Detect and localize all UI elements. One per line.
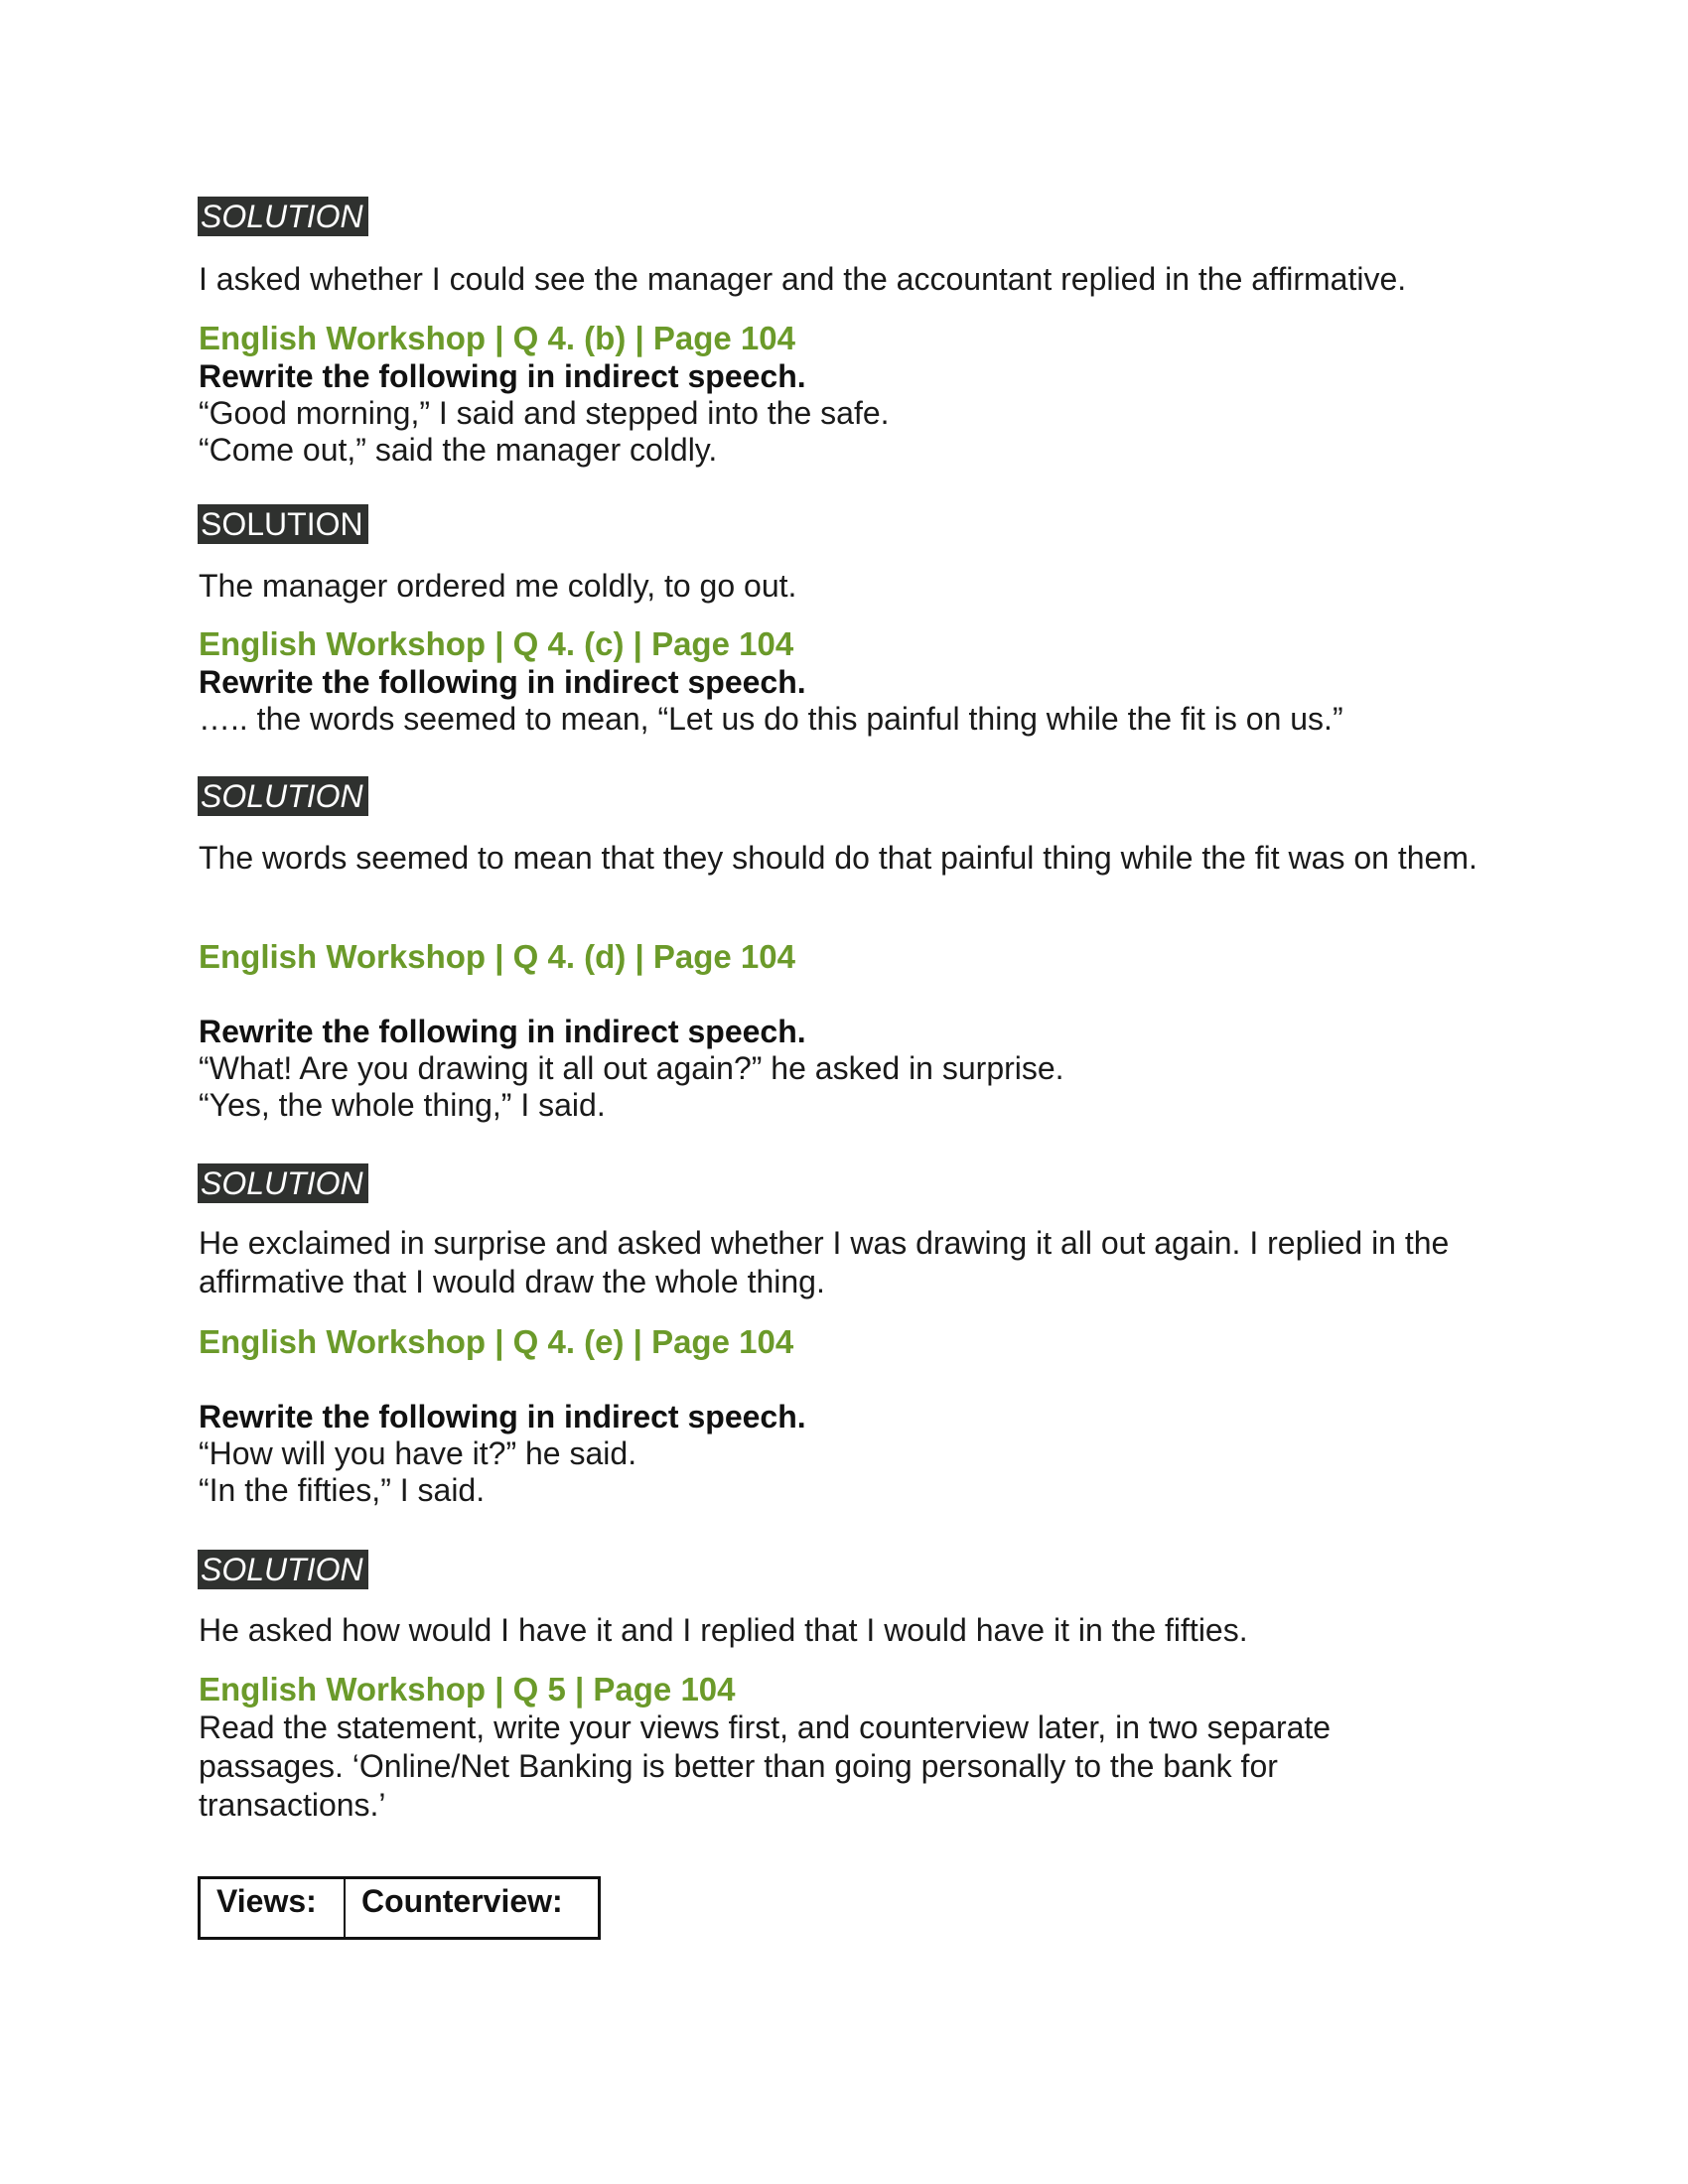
- solution-badge: SOLUTION: [198, 1163, 368, 1203]
- solution-answer: [199, 1611, 1489, 1650]
- question-line: “Come out,” said the manager coldly.: [199, 432, 718, 468]
- question-block-4e: [199, 1323, 1489, 1361]
- answer-text: He asked how would I have it and I replied that I would have it in the fifties.: [199, 1612, 1248, 1648]
- question-body-4d: [199, 1013, 1489, 1124]
- question-heading: English Workshop | Q 4. (d) | Page 104: [199, 938, 795, 975]
- question-instruction-text: Read the statement, write your views first, and counterview later, in two separate passages. ‘Online/Net Banking is better than going personally to the bank for transactions.’: [199, 1709, 1332, 1823]
- question-line: “In the fifties,” I said.: [199, 1472, 486, 1508]
- question-heading: English Workshop | Q 4. (c) | Page 104: [199, 625, 794, 662]
- answer-text: The manager ordered me coldly, to go out.: [199, 568, 797, 604]
- question-instruction: Rewrite the following in indirect speech.: [199, 1014, 806, 1049]
- question-line: “What! Are you drawing it all out again?” he asked in surprise.: [199, 1050, 1064, 1086]
- solution-badge: SOLUTION: [198, 776, 368, 816]
- question-instruction: Rewrite the following in indirect speech.: [199, 664, 806, 700]
- solution-answer: [199, 567, 1489, 606]
- question-block-4b: [199, 320, 1489, 469]
- question-line: “How will you have it?” he said.: [199, 1435, 637, 1471]
- views-counterview-table: [198, 1876, 601, 1940]
- table-row: [200, 1878, 600, 1939]
- question-block-4c: [199, 625, 1489, 738]
- answer-text: He exclaimed in surprise and asked whether I was drawing it all out again. I replied in the affirmative that I would draw the whole thing.: [199, 1225, 1450, 1299]
- solution-answer: [199, 260, 1489, 299]
- solution-badge: SOLUTION: [198, 1550, 368, 1589]
- question-heading: English Workshop | Q 4. (b) | Page 104: [199, 320, 795, 356]
- answer-text: I asked whether I could see the manager and the accountant replied in the affirmative.: [199, 261, 1407, 297]
- solution-badge: SOLUTION: [198, 504, 368, 544]
- question-block-5: [199, 1671, 1489, 1825]
- question-body-4e: [199, 1398, 1489, 1509]
- question-instruction: Rewrite the following in indirect speech.: [199, 358, 806, 394]
- solution-badge: SOLUTION: [198, 197, 368, 236]
- question-heading: English Workshop | Q 5 | Page 104: [199, 1671, 736, 1707]
- question-block-4d: [199, 938, 1489, 976]
- question-line: “Yes, the whole thing,” I said.: [199, 1087, 606, 1123]
- solution-answer: [199, 839, 1489, 878]
- views-header-cell: Views:: [200, 1878, 346, 1939]
- solution-answer: [199, 1224, 1489, 1301]
- answer-text: The words seemed to mean that they should do that painful thing while the fit was on them.: [199, 840, 1477, 876]
- question-line: ….. the words seemed to mean, “Let us do this painful thing while the fit is on us.”: [199, 701, 1343, 737]
- counterview-header-cell: Counterview:: [345, 1878, 600, 1939]
- question-instruction: Rewrite the following in indirect speech.: [199, 1399, 806, 1434]
- question-line: “Good morning,” I said and stepped into the safe.: [199, 395, 890, 431]
- question-heading: English Workshop | Q 4. (e) | Page 104: [199, 1323, 794, 1360]
